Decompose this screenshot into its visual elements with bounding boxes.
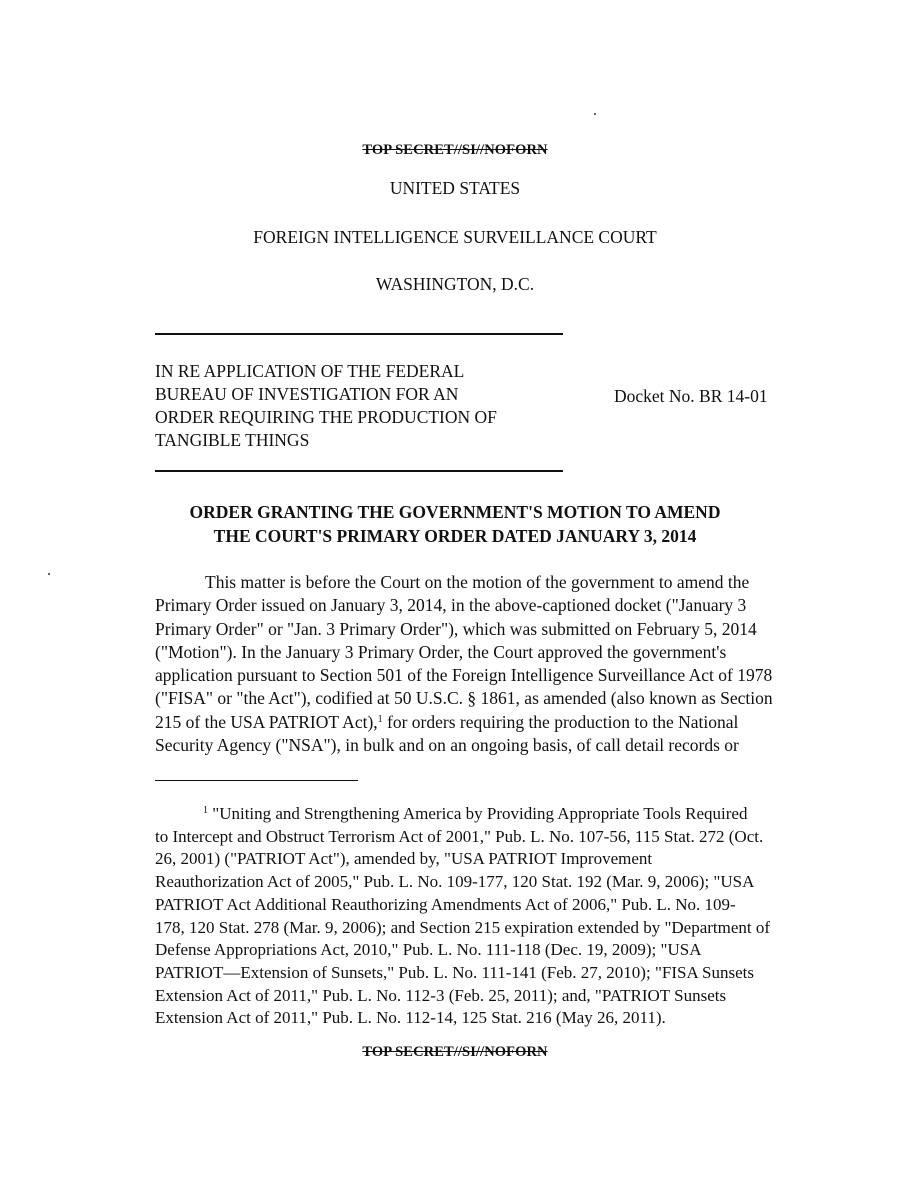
footnote: [155, 803, 825, 1030]
order-title: [0, 500, 910, 548]
body-line: application pursuant to Section 501 of the Foreign Intelligence Surveillance Act of 1978: [155, 665, 773, 686]
footnote-line: Defense Appropriations Act, 2010," Pub. L. No. 111-118 (Dec. 19, 2009); "USA: [155, 940, 702, 960]
caption-line: BUREAU OF INVESTIGATION FOR AN: [155, 384, 459, 404]
footnote-line: PATRIOT Act Additional Reauthorizing Amendments Act of 2006," Pub. L. No. 109-: [155, 894, 736, 914]
title-line: THE COURT'S PRIMARY ORDER DATED JANUARY 3, 2014: [213, 526, 697, 546]
footnote-line: PATRIOT—Extension of Sunsets," Pub. L. No. 111-141 (Feb. 27, 2010); "FISA Sunsets: [155, 962, 754, 982]
body-line: Primary Order issued on January 3, 2014, in the above-captioned docket ("January 3: [155, 595, 747, 616]
caption-line: IN RE APPLICATION OF THE FEDERAL: [155, 361, 465, 381]
caption-bottom-rule: [155, 470, 563, 472]
caption-top-rule: [155, 333, 563, 335]
body-line-part: for orders requiring the production to the National: [382, 711, 739, 732]
court-country: UNITED STATES: [389, 178, 521, 198]
body-line: Security Agency ("NSA"), in bulk and on an ongoing basis, of call detail records or: [155, 735, 739, 756]
footnote-line: to Intercept and Obstruct Terrorism Act of 2001," Pub. L. No. 107-56, 115 Stat. 272 (Oct.: [155, 826, 764, 846]
title-line: ORDER GRANTING THE GOVERNMENT'S MOTION TO AMEND: [189, 502, 721, 522]
footnote-line: Extension Act of 2011," Pub. L. No. 112-14, 125 Stat. 216 (May 26, 2011).: [155, 1008, 666, 1028]
body-line: Primary Order" or "Jan. 3 Primary Order"), which was submitted on February 5, 2014: [155, 618, 757, 639]
footnote-reference[interactable]: 1: [377, 713, 383, 725]
body-line-part: 215 of the USA PATRIOT Act),: [155, 711, 378, 732]
footnote-line: Extension Act of 2011," Pub. L. No. 112-3 (Feb. 25, 2011); and, "PATRIOT Sunsets: [155, 985, 727, 1005]
footnote-marker: 1: [203, 805, 208, 816]
classification-marking-bottom: TOP SECRET//SI//NOFORN: [362, 1044, 548, 1060]
order-body: [155, 571, 825, 757]
body-line: [155, 711, 825, 734]
scan-speck: [48, 573, 50, 575]
scan-speck: [594, 113, 596, 115]
body-line: ("Motion"). In the January 3 Primary Order, the Court approved the government's: [155, 641, 727, 662]
body-line: This matter is before the Court on the motion of the government to amend the: [205, 572, 750, 592]
caption-line: TANGIBLE THINGS: [155, 430, 310, 450]
classification-marking-top: TOP SECRET//SI//NOFORN: [362, 142, 548, 158]
footnote-line: 178, 120 Stat. 278 (Mar. 9, 2006); and Section 215 expiration extended by "Department of: [155, 917, 771, 937]
footnote-line: Reauthorization Act of 2005," Pub. L. No. 109-177, 120 Stat. 192 (Mar. 9, 2006); "USA: [155, 872, 755, 892]
caption-line: ORDER REQUIRING THE PRODUCTION OF: [155, 407, 497, 427]
case-caption: [155, 360, 497, 452]
footnote-line: 26, 2001) ("PATRIOT Act"), amended by, "USA PATRIOT Improvement: [155, 849, 653, 869]
court-location: WASHINGTON, D.C.: [375, 274, 535, 294]
body-line: ("FISA" or "the Act"), codified at 50 U.S.C. § 1861, as amended (also known as Section: [155, 688, 773, 709]
footnote-separator: [155, 780, 358, 781]
docket-number: Docket No. BR 14-01: [614, 386, 768, 406]
court-name: FOREIGN INTELLIGENCE SURVEILLANCE COURT: [253, 227, 657, 247]
footnote-line: [155, 803, 825, 826]
footnote-line-text: "Uniting and Strengthening America by Providing Appropriate Tools Required: [208, 804, 748, 823]
